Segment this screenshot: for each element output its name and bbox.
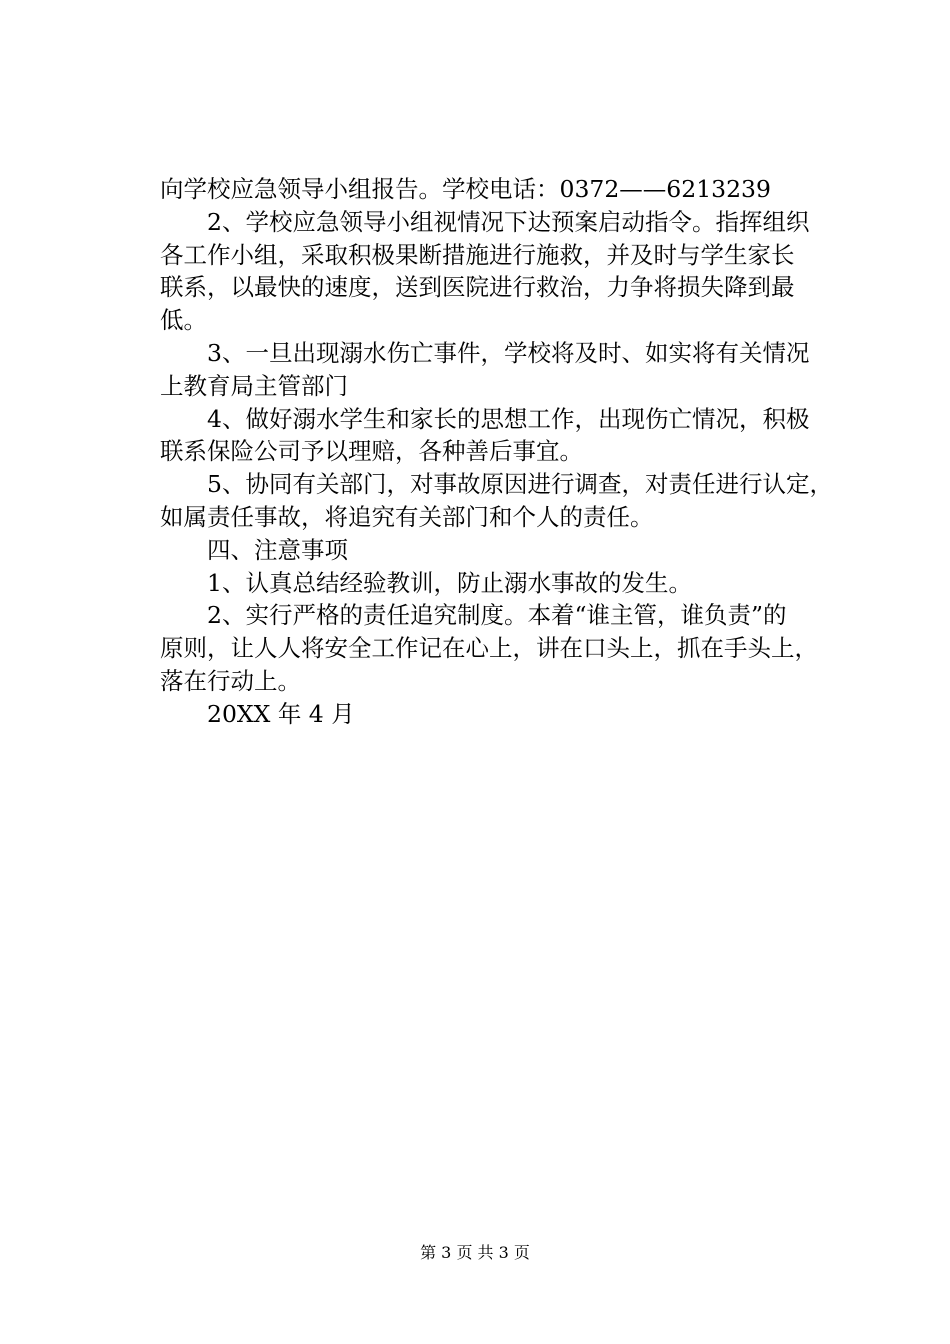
text-line: 原则，让人人将安全工作记在心上，讲在口头上，抓在手头上， [160, 634, 818, 663]
text-line: 联系，以最快的速度，送到医院进行救治，力争将损失降到最 [160, 273, 795, 302]
text-line: 4、做好溺水学生和家长的思想工作，出现伤亡情况，积极 [207, 404, 810, 433]
page-footer: 第 3 页 共 3 页 [420, 1243, 530, 1262]
text-line: 如属责任事故，将追究有关部门和个人的责任。 [160, 502, 654, 531]
text-line: 向学校应急领导小组报告。学校电话：0372——6213239 [160, 175, 771, 203]
text-line: 各工作小组，采取积极果断措施进行施救，并及时与学生家长 [160, 240, 795, 269]
text-line: 1、认真总结经验教训，防止溺水事故的发生。 [207, 568, 692, 597]
text-line: 低。 [160, 306, 207, 335]
text-line: 2、实行严格的责任追究制度。本着“谁主管，谁负责”的 [207, 601, 787, 630]
text-line: 5、协同有关部门，对事故原因进行调查，对责任进行认定， [207, 470, 833, 499]
text-line: 上教育局主管部门 [160, 371, 348, 400]
text-line: 联系保险公司予以理赔，各种善后事宜。 [160, 437, 583, 466]
text-line: 3、一旦出现溺水伤亡事件，学校将及时、如实将有关情况 [207, 338, 810, 367]
text-line: 2、学校应急领导小组视情况下达预案启动指令。指挥组织 [207, 207, 810, 236]
text-line: 四、注意事项 [207, 535, 348, 564]
text-line: 20XX 年 4 月 [207, 699, 355, 728]
text-line: 落在行动上。 [160, 666, 301, 695]
document-body [160, 173, 840, 731]
